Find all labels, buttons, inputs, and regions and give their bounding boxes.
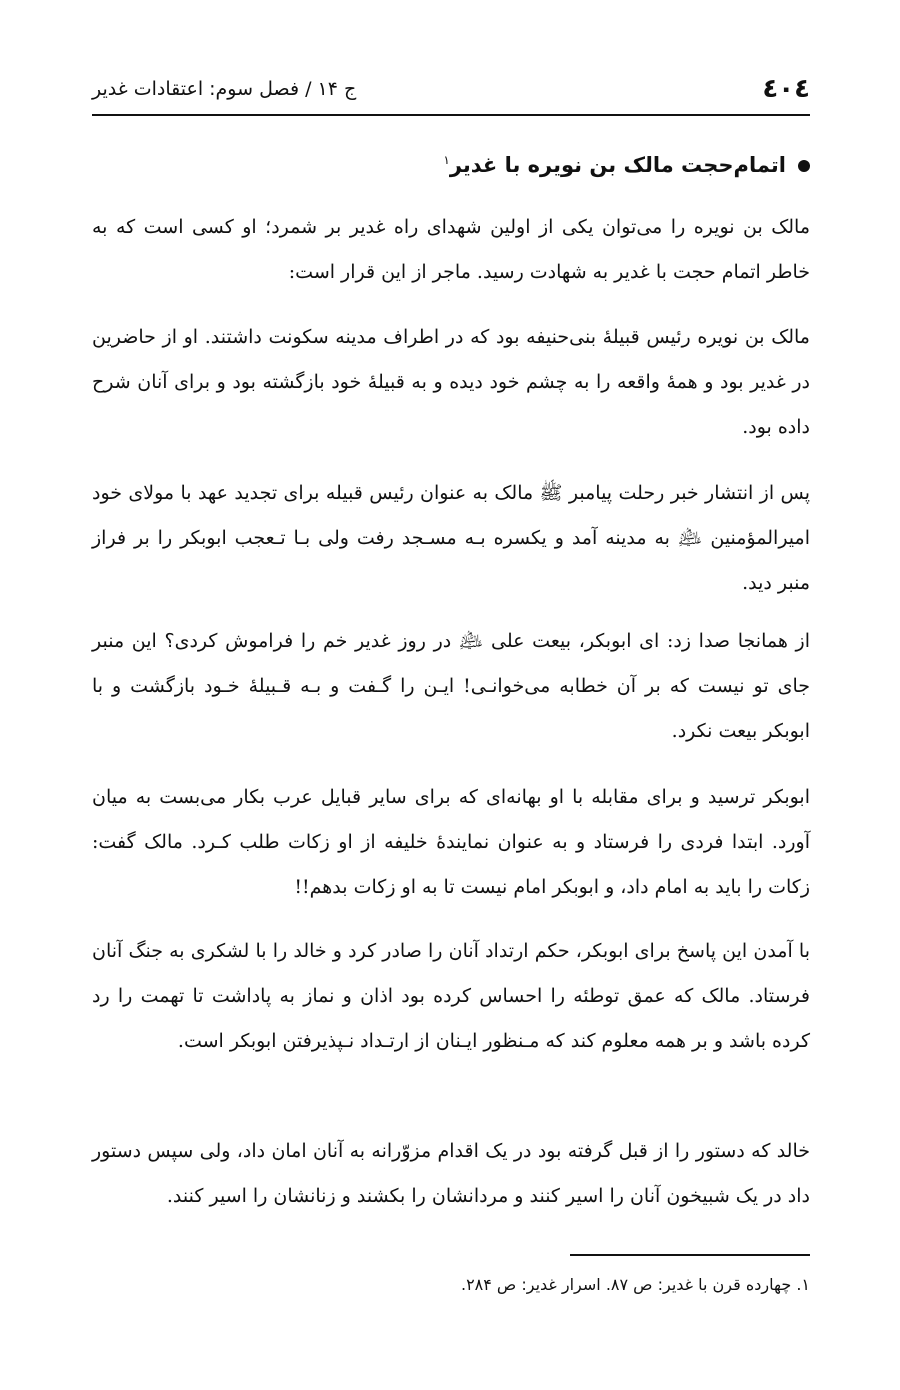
running-header [92,66,810,116]
section-heading-text: اتمام‌حجت مالک بن نویره با غدیر [449,153,786,177]
paragraph: با آمدن این پاسخ برای ابوبکر، حکم ارتداد آنان را صادر کرد و خالد را با لشکری به جنگ آنان فرستاد. مالک که عمق توطئه را احساس کرده بود اذان و نماز به پاداشت تا تهمت را رد کرده باشد و بر همه معلوم کند که مـنظور ایـنان از ارتـداد نـپذیرفتن ابوبکر است. [92,940,810,1052]
footnote-reference: ۱ [443,153,450,167]
header-title: ج ۱۴ / فصل سوم: اعتقادات غدیر [92,78,357,100]
paragraph: از همانجا صدا زد: ای ابوبکر، بیعت علی ﵇ در روز غدیر خم را فراموش کردی؟ این منبر جای تو نیست که بر آن خطابه می‌خوانـی! ایـن را گـفت و بـه قـبیلهٔ خـود بازگشت و با ابوبکر بیعت نکرد. [92,630,811,742]
footnote-divider [570,1254,810,1256]
page-number: ٤٠٤ [762,74,810,104]
paragraph: ابوبکر ترسید و برای مقابله با او بهانه‌ای که برای سایر قبایل عرب بکار می‌بست به میان آورد. ابتدا فردی را فرستاد و به عنوان نمایندهٔ خلیفه از او زکات طلب کـرد. مالک گفت: زکات را باید به امام داد، و ابوبکر امام نیست تا به او زکات بدهم!! [92,786,810,898]
book-page [92,0,810,1390]
bullet-icon [798,160,810,172]
paragraph: مالک بن نویره را می‌توان یکی از اولین شهدای راه غدیر بر شمرد؛ او کسی است که به خاطر اتمام حجت با غدیر به شهادت رسید. ماجر از این قرار است: [92,216,810,283]
paragraph: پس از انتشار خبر رحلت پیامبر ﷺ مالک به عنوان رئیس قبیله برای تجدید عهد با مولای خود امیرالمؤمنین ﵇ به مدینه آمد و یکسره بـه مسـجد رفت ولی بـا تـعجب ابوبکر را بر فراز منبر دید. [92,482,810,594]
paragraph: مالک بن نویره رئیس قبیلهٔ بنی‌حنیفه بود که در اطراف مدینه سکونت داشتند. او از حاضرین در غدیر بود و همهٔ واقعه را به چشم خود دیده و به قبیلهٔ خود بازگشته بود و برای آنان شرح داده بود. [92,326,810,438]
paragraph: خالد که دستور را از قبل گرفته بود در یک اقدام مزوّرانه به آنان امان داد، ولی سپس دستور داد در یک شبیخون آنان را اسیر کنند و مردانشان را بکشند و زنانشان را اسیر کنند. [92,1140,810,1207]
footnote: ۱. چهارده قرن با غدیر: ص ۸۷. اسرار غدیر: ص ۲۸۴. [460,1275,810,1294]
section-heading [92,140,810,185]
